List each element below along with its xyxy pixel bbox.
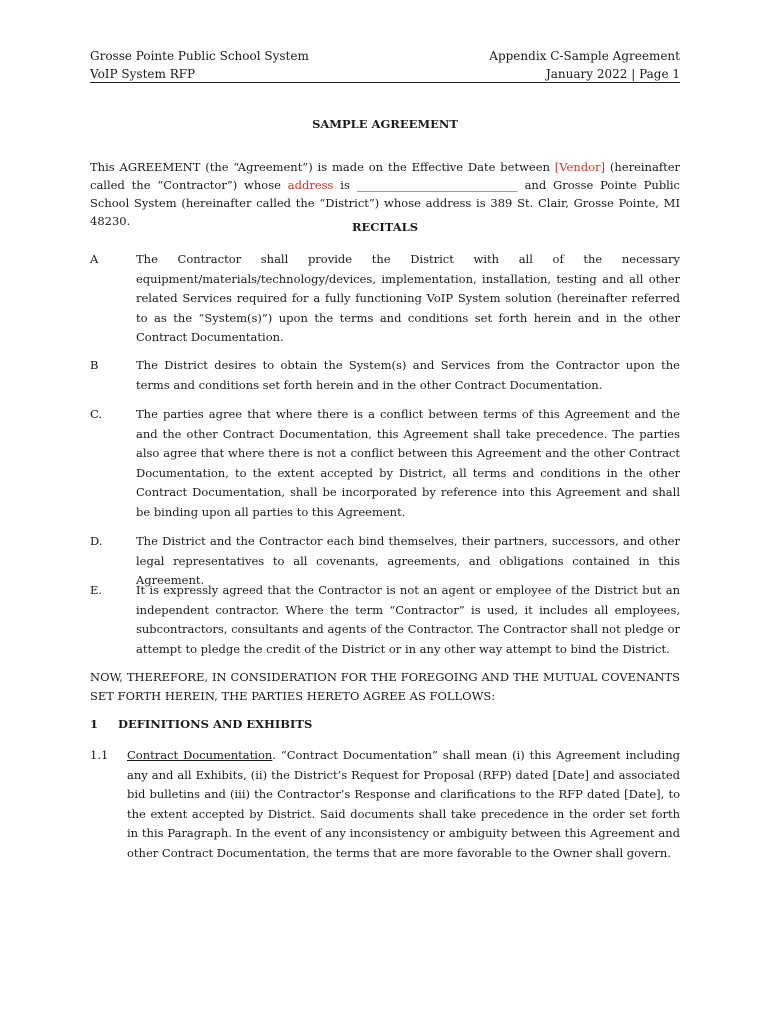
section-1-1 xyxy=(90,746,680,863)
now-therefore-paragraph: NOW, THEREFORE, IN CONSIDERATION FOR THE FOREGOING AND THE MUTUAL COVENANTS SET FORTH HEREIN, THE PARTIES HERETO AGREE AS FOLLOWS: xyxy=(90,670,680,703)
recital-text: The District and the Contractor each bind themselves, their partners, successors, and other legal representatives to all covenants, agreements, and obligations contained in this Agreement. xyxy=(136,534,680,587)
header-project: VoIP System RFP xyxy=(90,67,196,81)
section-title: DEFINITIONS AND EXHIBITS xyxy=(118,717,313,731)
recital-c xyxy=(90,405,680,522)
header-right xyxy=(489,47,680,83)
section-body: . “Contract Documentation” shall mean (i) this Agreement including any and all Exhibits, (ii) the District’s Request for Proposal (RFP) dated [Date] and associated bid bulletins and (iii) the Contractor’s Response and clarifications to the RFP dated [Date], to the extent accepted by District. Said documents shall take precedence in the order set forth in this Paragraph. In the event of any inconsistency or ambiguity between this Agreement and other Contract Documentation, the terms that are more favorable to the Owner shall govern. xyxy=(127,748,680,860)
recital-label: A xyxy=(90,252,99,266)
recital-e xyxy=(90,581,680,659)
header-left xyxy=(90,47,309,83)
recital-a xyxy=(90,250,680,348)
recital-text: The Contractor shall provide the District with all of the necessary equipment/materials/technology/devices, implementation, installation, testing and all other related Services required for a fully functioning VoIP System solution (hereinafter referred to as the “System(s)”) upon the terms and conditions set forth herein and in the other Contract Documentation. xyxy=(136,252,680,344)
recital-label: C. xyxy=(90,407,103,421)
recital-text: It is expressly agreed that the Contractor is not an agent or employee of the District but an independent contractor. Where the term “Contractor” is used, it includes all employees, subcontractors, consultants and agents of the Contractor. The Contractor shall not pledge or attempt to pledge the credit of the District or in any other way attempt to bind the District. xyxy=(136,583,680,656)
section-number: 1 xyxy=(90,717,99,731)
intro-text-3: is ____________________________ and Grosse Pointe Public School System (hereinafter called the “District”) whose address is 389 St. Clair, Grosse Pointe, MI 48230. xyxy=(90,178,680,228)
address-placeholder: address xyxy=(287,178,334,192)
recitals-heading: RECITALS xyxy=(351,220,419,234)
recital-label: B xyxy=(90,358,99,372)
recital-b xyxy=(90,356,680,395)
section-number: 1.1 xyxy=(90,748,109,762)
recital-text: The District desires to obtain the System(s) and Services from the Contractor upon the terms and conditions set forth herein and in the other Contract Documentation. xyxy=(136,358,680,392)
intro-text-1: This AGREEMENT (the “Agreement”) is made on the Effective Date between xyxy=(90,160,555,174)
header-date-page: January 2022 | Page 1 xyxy=(545,67,680,81)
header-org: Grosse Pointe Public School System xyxy=(90,49,309,63)
recital-label: D. xyxy=(90,534,103,548)
intro-text-2: (hereinafter called the “Contractor”) whose xyxy=(90,160,680,192)
recital-label: E. xyxy=(90,583,103,597)
header-appendix: Appendix C-Sample Agreement xyxy=(489,49,680,63)
section-text xyxy=(127,746,680,863)
header-divider xyxy=(90,82,680,83)
document-title: SAMPLE AGREEMENT xyxy=(312,117,458,131)
recital-text: The parties agree that where there is a conflict between terms of this Agreement and the and the other Contract Documentation, this Agreement shall take precedence. The parties also agree that where there is not a conflict between this Agreement and the other Contract Documentation, to the extent accepted by District, all terms and conditions in the other Contract Documentation, shall be incorporated by reference into this Agreement and shall be binding upon all parties to this Agreement. xyxy=(136,407,680,519)
section-subheading: Contract Documentation xyxy=(127,748,273,762)
vendor-placeholder: [Vendor] xyxy=(554,160,606,174)
